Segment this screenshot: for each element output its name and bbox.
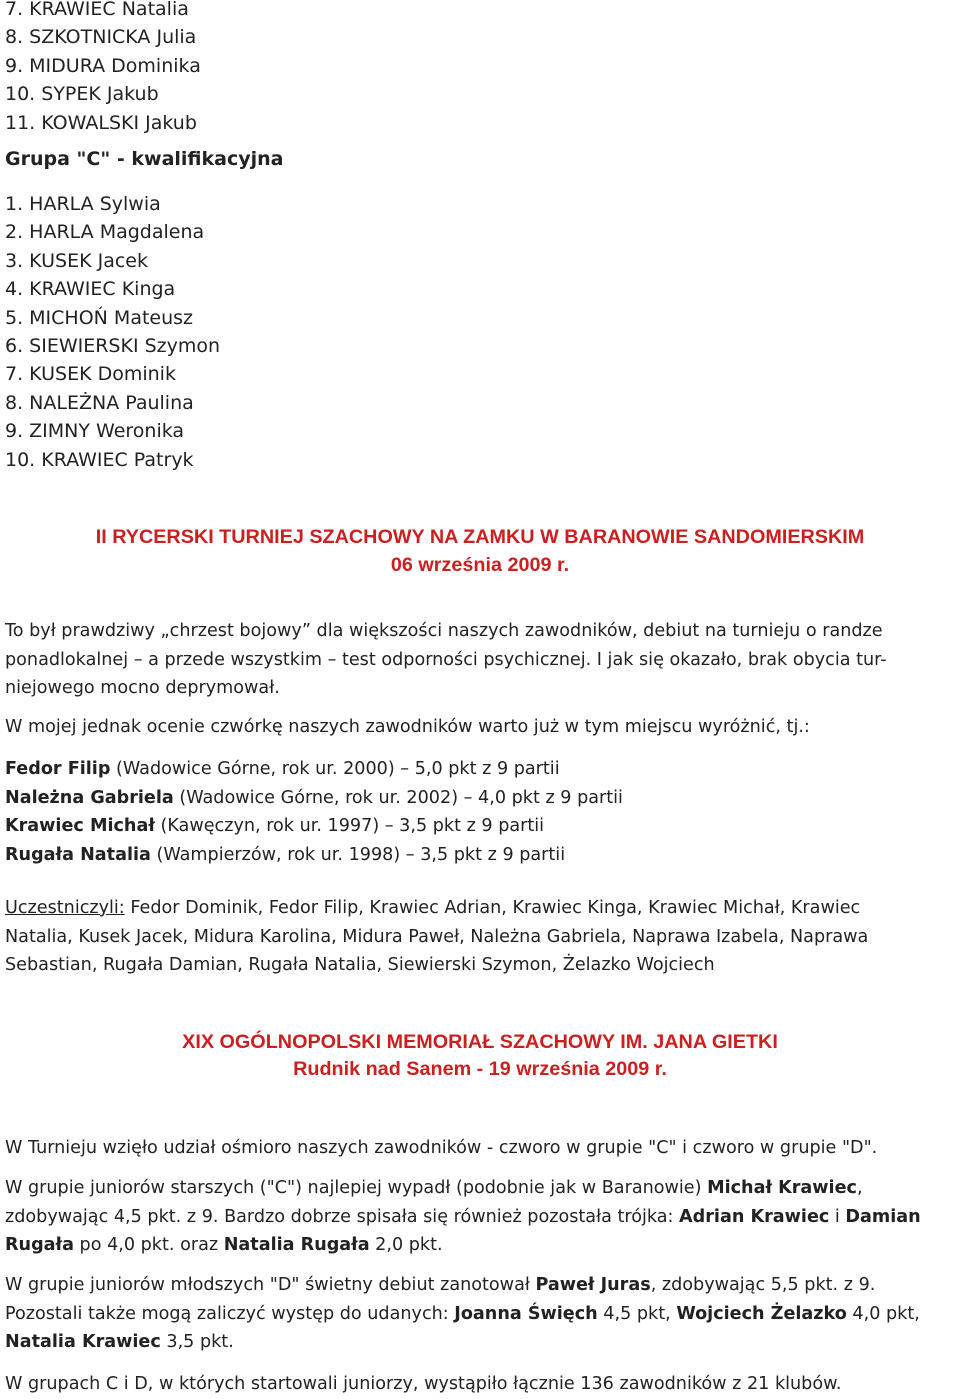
list-item: 10. KRAWIEC Patryk — [5, 448, 194, 471]
text: 4,0 pkt, — [846, 1303, 920, 1324]
player-name: Natalia Krawiec — [5, 1332, 161, 1353]
player-name: Natalia Rugała — [223, 1235, 370, 1256]
memorial-title: XIX OGÓLNOPOLSKI MEMORIAŁ SZACHOWY IM. JANA GIETKI — [182, 1031, 778, 1053]
intro-paragraph — [5, 617, 955, 703]
paragraph-line: W Turnieju wzięło udział ośmioro naszych zawodników - czworo w grupie "C" i czworo w grupie "D". — [5, 1138, 878, 1158]
list-item: 1. HARLA Sylwia — [5, 193, 161, 215]
player-name: Rugała — [5, 1235, 74, 1256]
text: W grupie juniorów młodszych "D" świetny debiut zanotował — [5, 1275, 536, 1295]
paragraph-line — [5, 1203, 955, 1232]
result-detail: (Wampierzów, rok ur. 1998) – 3,5 pkt z 9 partii — [150, 845, 566, 866]
highlight-intro — [5, 713, 955, 742]
result-detail: (Wadowice Górne, rok ur. 2000) – 5,0 pkt z 9 partii — [110, 759, 560, 779]
tournament-title: II RYCERSKI TURNIEJ SZACHOWY NA ZAMKU W BARANOWIE SANDOMIERSKIM — [95, 526, 865, 548]
text: , zdobywając 5,5 pkt. z 9. — [650, 1275, 876, 1295]
paragraph-line — [5, 1231, 955, 1260]
participants-label: Uczestniczyli: — [5, 898, 125, 918]
list-item: 11. KOWALSKI Jakub — [5, 111, 197, 134]
paragraph-line: W mojej jednak ocenie czwórkę naszych zawodników warto już w tym miejscu wyróżnić, tj.: — [5, 717, 810, 737]
player-name: Krawiec Michał — [5, 816, 155, 837]
paragraph-line: Sebastian, Rugała Damian, Rugała Natalia, Siewierski Szymon, Żelazko Wojciech — [5, 955, 715, 976]
paragraph-line: To był prawdziwy „chrzest bojowy” dla większości naszych zawodników, debiut na turnieju o randze — [5, 621, 883, 641]
list-item: 7. KUSEK Dominik — [5, 363, 176, 386]
list-item: 2. HARLA Magdalena — [5, 221, 205, 244]
player-name: Michał Krawiec — [707, 1178, 857, 1198]
paragraph-line — [5, 1271, 955, 1300]
player-name: Damian — [845, 1206, 921, 1227]
result-row — [5, 784, 955, 813]
list-item: 8. SZKOTNICKA Julia — [5, 26, 197, 49]
text: zdobywając 4,5 pkt. z 9. Bardzo dobrze spisała się również pozostała trójka: — [5, 1206, 680, 1227]
memorial-paragraph-1 — [5, 1134, 955, 1163]
text: Pozostali także mogą zaliczyć występ do udanych: — [5, 1303, 455, 1324]
list-item: 5. MICHOŃ Mateusz — [5, 306, 194, 329]
memorial-paragraph-2 — [5, 1174, 955, 1260]
list-item: 4. KRAWIEC Kinga — [5, 278, 176, 301]
memorial-paragraph-3 — [5, 1271, 955, 1357]
list-item: 6. SIEWIERSKI Szymon — [5, 334, 221, 357]
text: , — [856, 1178, 863, 1198]
memorial-subtitle: Rudnik nad Sanem - 19 września 2009 r. — [293, 1058, 667, 1080]
paragraph-line: niejowego mocno deprymował. — [5, 678, 280, 699]
player-name: Należna Gabriela — [5, 787, 174, 808]
player-list-previous-group — [5, 0, 201, 137]
result-row — [5, 841, 955, 870]
paragraph-line — [5, 1300, 955, 1329]
text: 3,5 pkt. — [160, 1332, 234, 1353]
player-name: Adrian Krawiec — [679, 1206, 830, 1227]
player-name: Rugała Natalia — [5, 845, 151, 866]
player-name: Joanna Święch — [454, 1303, 598, 1324]
participants-text: Fedor Dominik, Fedor Filip, Krawiec Adrian, Krawiec Kinga, Krawiec Michał, Krawiec — [124, 898, 861, 918]
list-item: 8. NALEŻNA Paulina — [5, 391, 194, 414]
memorial-paragraph-4 — [5, 1370, 955, 1399]
player-list-group-c — [5, 190, 220, 474]
result-row — [5, 755, 955, 784]
list-item: 7. KRAWIEC Natalia — [5, 0, 189, 20]
paragraph-line: W grupach C i D, w których startowali juniorzy, wystąpiło łącznie 136 zawodników z 21 klubów. — [5, 1374, 842, 1394]
paragraph-line — [5, 894, 955, 923]
group-c-heading: Grupa "C" - kwalifikacyjna — [5, 148, 284, 170]
paragraph-line: ponadlokalnej – a przede wszystkim – test odporności psychicznej. I jak się okazało, brak obycia tur- — [5, 649, 887, 670]
participants-paragraph — [5, 894, 955, 980]
text: i — [829, 1206, 846, 1227]
list-item: 3. KUSEK Jacek — [5, 249, 148, 272]
list-item: 9. MIDURA Dominika — [5, 54, 201, 77]
list-item: 9. ZIMNY Weronika — [5, 420, 185, 443]
player-name: Paweł Juras — [535, 1275, 651, 1295]
tournament-date: 06 września 2009 r. — [390, 554, 570, 576]
result-detail: (Kawęczyn, rok ur. 1997) – 3,5 pkt z 9 partii — [154, 816, 545, 837]
paragraph-line — [5, 1328, 955, 1357]
result-row — [5, 812, 955, 841]
result-detail: (Wadowice Górne, rok ur. 2002) – 4,0 pkt z 9 partii — [173, 787, 623, 808]
paragraph-line — [5, 1174, 955, 1203]
list-item: 10. SYPEK Jakub — [5, 83, 159, 106]
text: po 4,0 pkt. oraz — [73, 1235, 224, 1256]
results-list — [5, 755, 955, 870]
text: W grupie juniorów starszych ("C") najlepiej wypadł (podobnie jak w Baranowie) — [5, 1178, 708, 1198]
player-name: Fedor Filip — [5, 759, 111, 779]
text: 4,5 pkt, — [597, 1303, 677, 1324]
paragraph-line: Natalia, Kusek Jacek, Midura Karolina, Midura Paweł, Należna Gabriela, Naprawa Izabela, Naprawa — [5, 926, 869, 947]
text: 2,0 pkt. — [369, 1235, 443, 1256]
player-name: Wojciech Żelazko — [676, 1303, 847, 1324]
